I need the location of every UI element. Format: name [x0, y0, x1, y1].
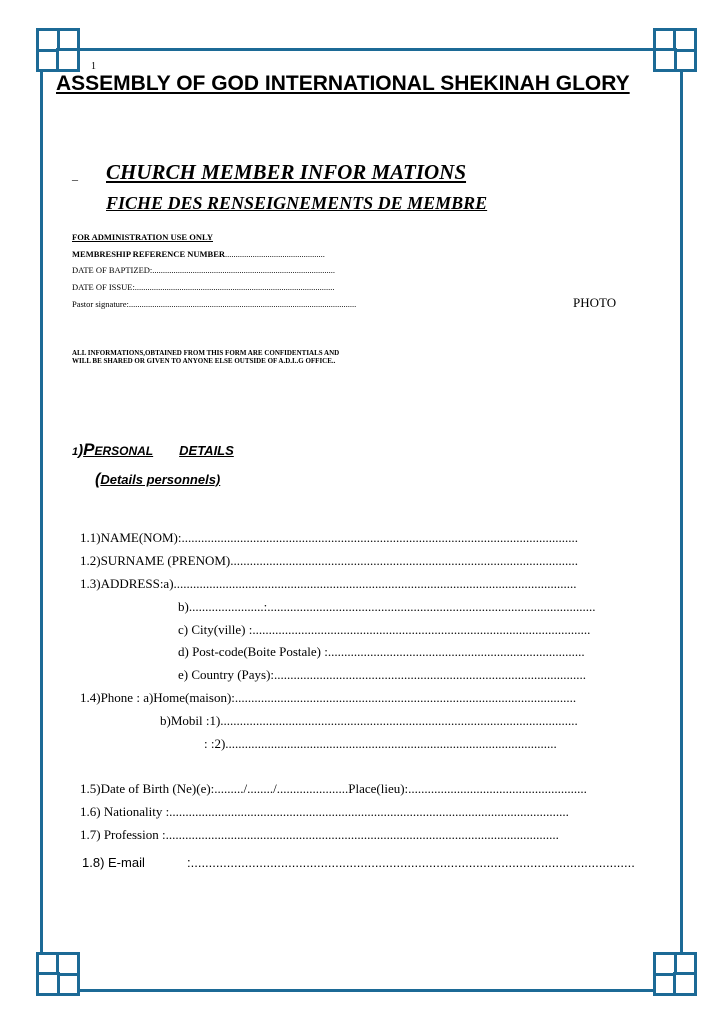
section-personal-details-subtitle	[95, 471, 220, 489]
photo-label: PHOTO	[573, 295, 617, 310]
surname-field[interactable]: 1.2)SURNAME (PRENOM)...........................................................................................................	[80, 553, 578, 568]
membership-ref-field[interactable]: ...............................................	[225, 249, 325, 259]
email-field[interactable]: :...........................................................................................................................	[187, 855, 635, 870]
phone-mobile-1-field[interactable]: b)Mobil :1)..............................................................................................................	[160, 713, 578, 728]
admin-header: FOR ADMINISTRATION USE ONLY	[72, 232, 213, 242]
corner-ornament-top-left	[36, 28, 80, 72]
membership-ref-row	[72, 249, 325, 259]
confidential-notice-line1: ALL INFORMATIONS,OBTAINED FROM THIS FORM ARE CONFIDENTIALS AND	[72, 349, 340, 357]
section-personal-details-title	[72, 440, 234, 460]
page-border	[40, 48, 683, 992]
section-title-initial: P	[83, 440, 95, 459]
corner-ornament-bottom-left	[36, 952, 80, 996]
page-title: ASSEMBLY OF GOD INTERNATIONAL SHEKINAH GLORY	[56, 72, 630, 95]
date-baptized-field[interactable]: DATE OF BAPTIZED:......................................................................................	[72, 265, 336, 275]
section-title-rest: ERSONAL	[94, 444, 154, 458]
section-title-details: DETAILS	[179, 443, 234, 458]
phone-home-field[interactable]: 1.4)Phone : a)Home(maison):.........................................................................................................	[80, 690, 577, 705]
name-field[interactable]: 1.1)NAME(NOM):..........................................................................................................................	[80, 530, 578, 545]
nationality-field[interactable]: 1.6) Nationality :...........................................................................................................................	[80, 804, 569, 819]
email-label: 1.8) E-mail	[82, 855, 145, 870]
profession-field[interactable]: 1.7) Profession :.........................................................................................................................	[80, 827, 559, 842]
subtitle-paren: (	[95, 471, 101, 488]
pastor-signature-field[interactable]: Pastor signature:...........................................................................................................	[72, 299, 357, 309]
address-a-field[interactable]: 1.3)ADDRESS:a)............................................................................................................................	[80, 576, 577, 591]
city-field[interactable]: c) City(ville) :........................................................................................................	[178, 622, 591, 637]
heading-french: FICHE DES RENSEIGNEMENTS DE MEMBRE	[106, 193, 488, 213]
confidential-notice-line2: WILL BE SHARED OR GIVEN TO ANYONE ELSE OUTSIDE OF A.D.I..G OFFICE..	[72, 357, 336, 365]
phone-mobile-2-field[interactable]: : :2)......................................................................................................	[204, 736, 557, 751]
subtitle-text: Details personnels)	[100, 472, 221, 487]
section-number: 1	[72, 446, 79, 458]
page-number: 1	[91, 61, 96, 72]
date-issue-field[interactable]: DATE OF ISSUE:..............................................................................................	[72, 282, 335, 292]
address-b-field[interactable]: b).......................:.....................................................................................................	[178, 599, 596, 614]
corner-ornament-bottom-right	[653, 952, 697, 996]
country-field[interactable]: e) Country (Pays):................................................................................................	[178, 667, 587, 682]
postcode-field[interactable]: d) Post-code(Boite Postale) :...............................................................................	[178, 644, 585, 659]
section-paren: )	[78, 442, 84, 459]
heading-dash: _	[72, 168, 78, 182]
membership-ref-label: MEMBRESHIP REFERENCE NUMBER	[72, 249, 226, 259]
heading-english: CHURCH MEMBER INFOR MATIONS	[106, 160, 467, 184]
corner-ornament-top-right	[653, 28, 697, 72]
birth-date-place-field[interactable]: 1.5)Date of Birth (Ne)(e):........./......../......................Place(lieu):.......................................................	[80, 781, 587, 796]
